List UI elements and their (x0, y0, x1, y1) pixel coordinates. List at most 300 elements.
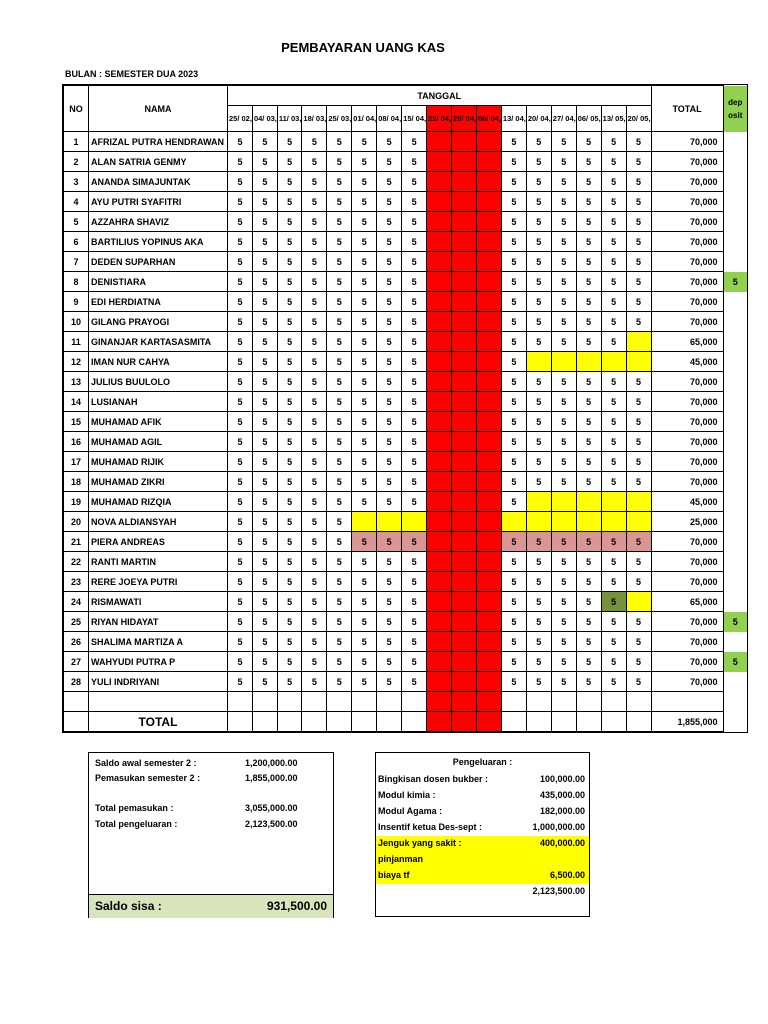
payment-cell: 5 (551, 372, 576, 392)
payment-cell: 5 (277, 352, 302, 372)
payment-cell: 5 (551, 232, 576, 252)
deposit-cell (723, 232, 747, 252)
payment-cell: 5 (551, 152, 576, 172)
payment-cell: 5 (501, 132, 526, 152)
payment-cell: 5 (551, 472, 576, 492)
payment-cell: 5 (252, 152, 277, 172)
payment-cell: 5 (551, 612, 576, 632)
payment-cell: 5 (501, 472, 526, 492)
payment-cell: 5 (327, 392, 352, 412)
row-number: 14 (64, 392, 89, 412)
table-row (64, 492, 748, 512)
payment-cell: 5 (327, 612, 352, 632)
expense-value: 100,000.00 (539, 774, 585, 784)
payment-cell: 5 (252, 172, 277, 192)
payment-cell: 5 (277, 132, 302, 152)
payment-cell: 5 (402, 332, 427, 352)
payment-cell: 5 (601, 472, 626, 492)
pemasukan-label: Pemasukan semester 2 : (95, 773, 201, 783)
student-name: AZZAHRA SHAVIZ (89, 212, 228, 232)
payment-cell: 5 (228, 312, 253, 332)
payment-cell (476, 292, 501, 312)
table-row (64, 252, 748, 272)
payment-cell: 5 (252, 212, 277, 232)
date-header: 18/ 03, (302, 106, 327, 132)
date-header: 13/ 04, (501, 106, 526, 132)
expense-line (376, 820, 589, 836)
payment-cell: 5 (402, 372, 427, 392)
empty-cell (651, 692, 723, 712)
payment-cell: 5 (302, 612, 327, 632)
empty-cell (601, 712, 626, 732)
payment-cell (452, 132, 477, 152)
payment-cell: 5 (228, 412, 253, 432)
payment-cell: 5 (327, 172, 352, 192)
payment-cell: 5 (302, 432, 327, 452)
payment-cell: 5 (377, 172, 402, 192)
payment-cell: 5 (352, 332, 377, 352)
payment-cell: 5 (576, 592, 601, 612)
deposit-cell (723, 312, 747, 332)
empty-cell (327, 692, 352, 712)
payment-cell: 5 (551, 672, 576, 692)
payment-cell (452, 312, 477, 332)
payment-cell (452, 552, 477, 572)
empty-cell (427, 692, 452, 712)
empty-cell (252, 692, 277, 712)
payment-cell (601, 512, 626, 532)
payment-cell: 5 (252, 492, 277, 512)
payment-cell: 5 (377, 292, 402, 312)
payment-cell: 5 (228, 292, 253, 312)
row-total: 65,000 (651, 332, 723, 352)
payment-cell: 5 (626, 212, 651, 232)
empty-cell (723, 712, 747, 732)
payment-cell: 5 (352, 592, 377, 612)
payment-cell: 5 (302, 352, 327, 372)
payment-cell: 5 (501, 212, 526, 232)
payment-cell: 5 (228, 132, 253, 152)
payment-cell: 5 (551, 132, 576, 152)
payment-cell: 5 (352, 652, 377, 672)
table-row (64, 652, 748, 672)
empty-cell (402, 692, 427, 712)
expense-line (376, 804, 589, 820)
payment-cell: 5 (252, 552, 277, 572)
deposit-cell (723, 392, 747, 412)
pengeluaran-title: Pengeluaran : (452, 757, 513, 767)
payment-cell: 5 (252, 612, 277, 632)
row-total: 45,000 (651, 352, 723, 372)
date-header: 27/ 04, (551, 106, 576, 132)
payment-cell: 5 (551, 452, 576, 472)
payment-cell (476, 312, 501, 332)
empty-cell (252, 712, 277, 732)
payment-cell: 5 (252, 232, 277, 252)
payment-cell (452, 612, 477, 632)
row-number: 6 (64, 232, 89, 252)
payment-cell: 5 (352, 492, 377, 512)
payment-cell (427, 552, 452, 572)
payment-cell: 5 (576, 452, 601, 472)
payment-cell: 5 (277, 432, 302, 452)
payment-cell (452, 352, 477, 372)
payment-cell: 5 (601, 612, 626, 632)
payment-cell (427, 612, 452, 632)
payment-cell: 5 (228, 192, 253, 212)
payment-cell: 5 (402, 532, 427, 552)
date-header: 04/ 03, (252, 106, 277, 132)
deposit-cell (723, 672, 747, 692)
payment-cell: 5 (377, 592, 402, 612)
payment-cell: 5 (302, 492, 327, 512)
row-number: 23 (64, 572, 89, 592)
payment-cell: 5 (228, 592, 253, 612)
payment-cell: 5 (352, 392, 377, 412)
expense-label: Bingkisan dosen bukber : (378, 774, 489, 784)
student-name: JULIUS BUULOLO (89, 372, 228, 392)
payment-cell: 5 (352, 572, 377, 592)
payment-cell (476, 152, 501, 172)
student-name: RIYAN HIDAYAT (89, 612, 228, 632)
payment-cell: 5 (228, 632, 253, 652)
payment-cell: 5 (501, 172, 526, 192)
empty-cell (576, 692, 601, 712)
payment-cell: 5 (228, 392, 253, 412)
total-pengeluaran-value: 2,123,500.00 (245, 819, 298, 829)
payment-cell: 5 (252, 432, 277, 452)
payment-cell (452, 452, 477, 472)
date-header: 06/ 04, (476, 106, 501, 132)
payment-cell: 5 (352, 552, 377, 572)
payment-cell: 5 (377, 332, 402, 352)
payment-cell: 5 (576, 372, 601, 392)
table-row (64, 372, 748, 392)
payment-cell: 5 (252, 412, 277, 432)
payment-cell (427, 292, 452, 312)
payment-cell: 5 (277, 272, 302, 292)
payment-cell: 5 (327, 372, 352, 392)
payment-cell: 5 (402, 552, 427, 572)
payment-cell: 5 (551, 412, 576, 432)
payment-cell: 5 (352, 672, 377, 692)
payment-cell: 5 (327, 292, 352, 312)
payment-cell: 5 (626, 612, 651, 632)
expense-line (376, 884, 589, 900)
payment-cell: 5 (377, 192, 402, 212)
deposit-cell (723, 632, 747, 652)
payment-cell: 5 (352, 352, 377, 372)
payment-cell (452, 512, 477, 532)
payment-cell: 5 (551, 592, 576, 612)
payment-cell (452, 672, 477, 692)
payment-cell (476, 632, 501, 652)
payment-cell: 5 (377, 352, 402, 372)
row-number: 18 (64, 472, 89, 492)
payment-cell: 5 (576, 652, 601, 672)
payment-cell (427, 252, 452, 272)
deposit-cell (723, 552, 747, 572)
deposit-cell (723, 412, 747, 432)
deposit-cell (723, 512, 747, 532)
deposit-cell (723, 292, 747, 312)
payment-cell: 5 (302, 172, 327, 192)
row-number: 15 (64, 412, 89, 432)
row-total: 70,000 (651, 192, 723, 212)
payment-cell: 5 (551, 552, 576, 572)
payment-cell (476, 132, 501, 152)
payment-cell (476, 392, 501, 412)
payment-cell: 5 (551, 172, 576, 192)
payment-cell: 5 (501, 492, 526, 512)
payment-cell: 5 (228, 612, 253, 632)
payment-cell: 5 (526, 152, 551, 172)
row-total: 70,000 (651, 152, 723, 172)
payment-cell (476, 552, 501, 572)
deposit-cell (723, 152, 747, 172)
payment-cell: 5 (352, 292, 377, 312)
expense-line (376, 772, 589, 788)
payment-cell: 5 (252, 592, 277, 612)
table-row (64, 352, 748, 372)
row-number: 7 (64, 252, 89, 272)
payment-cell: 5 (526, 612, 551, 632)
payment-cell: 5 (228, 552, 253, 572)
row-number: 2 (64, 152, 89, 172)
payment-cell: 5 (402, 492, 427, 512)
empty-cell (476, 712, 501, 732)
payment-cell: 5 (551, 572, 576, 592)
payment-cell: 5 (601, 332, 626, 352)
payment-cell: 5 (601, 172, 626, 192)
payment-cell: 5 (601, 652, 626, 672)
payment-cell: 5 (551, 432, 576, 452)
payment-cell: 5 (601, 572, 626, 592)
payment-cell: 5 (377, 232, 402, 252)
table-row (64, 292, 748, 312)
payment-cell: 5 (377, 212, 402, 232)
payment-cell: 5 (526, 172, 551, 192)
payment-cell (476, 452, 501, 472)
payment-cell: 5 (402, 272, 427, 292)
table-row (64, 592, 748, 612)
payment-cell: 5 (252, 192, 277, 212)
date-header: 13/ 05, (601, 106, 626, 132)
payment-cell: 5 (501, 272, 526, 292)
payment-cell (452, 152, 477, 172)
payment-cell (427, 392, 452, 412)
expense-line (376, 836, 589, 852)
payment-cell: 5 (501, 532, 526, 552)
payment-cell (452, 252, 477, 272)
empty-cell (626, 692, 651, 712)
page-title: PEMBAYARAN UANG KAS (281, 40, 445, 55)
payment-cell: 5 (501, 352, 526, 372)
payment-cell: 5 (601, 292, 626, 312)
row-total: 70,000 (651, 552, 723, 572)
empty-cell (551, 712, 576, 732)
row-number: 4 (64, 192, 89, 212)
empty-cell (501, 692, 526, 712)
row-total: 70,000 (651, 572, 723, 592)
payment-cell (452, 652, 477, 672)
payment-cell: 5 (327, 552, 352, 572)
payment-cell (476, 572, 501, 592)
row-number: 26 (64, 632, 89, 652)
payment-cell: 5 (302, 552, 327, 572)
row-total: 70,000 (651, 392, 723, 412)
payment-cell: 5 (302, 412, 327, 432)
payment-cell: 5 (576, 552, 601, 572)
payment-cell: 5 (551, 532, 576, 552)
payment-cell: 5 (402, 352, 427, 372)
table-row (64, 572, 748, 592)
payment-cell: 5 (576, 272, 601, 292)
payment-cell: 5 (377, 472, 402, 492)
payment-cell (402, 512, 427, 532)
deposit-cell (723, 592, 747, 612)
saldo-sisa-bar (89, 894, 333, 918)
payment-cell: 5 (327, 532, 352, 552)
empty-cell (352, 692, 377, 712)
payment-cell (427, 572, 452, 592)
date-header: 25/ 02, (228, 106, 253, 132)
payment-cell: 5 (302, 252, 327, 272)
payment-cell: 5 (501, 632, 526, 652)
payment-cell: 5 (626, 192, 651, 212)
payment-cell: 5 (377, 372, 402, 392)
payment-cell: 5 (601, 412, 626, 432)
student-name: LUSIANAH (89, 392, 228, 412)
payment-cell: 5 (228, 232, 253, 252)
payment-cell: 5 (551, 652, 576, 672)
student-name: RERE JOEYA PUTRI (89, 572, 228, 592)
payment-cell: 5 (377, 672, 402, 692)
deposit-cell (723, 192, 747, 212)
row-number: 12 (64, 352, 89, 372)
payment-cell (427, 312, 452, 332)
payment-cell: 5 (327, 232, 352, 252)
expense-value: 400,000.00 (539, 838, 585, 848)
payment-cell: 5 (252, 652, 277, 672)
saldo-awal-value: 1,200,000.00 (245, 758, 298, 768)
payment-cell: 5 (277, 672, 302, 692)
payment-cell: 5 (626, 292, 651, 312)
payment-cell: 5 (302, 372, 327, 392)
payment-cell: 5 (277, 552, 302, 572)
expense-line (376, 868, 589, 884)
table-row (64, 392, 748, 412)
pengeluaran-box (375, 752, 590, 917)
payment-cell: 5 (277, 252, 302, 272)
table-row (64, 472, 748, 492)
empty-cell (526, 712, 551, 732)
payment-cell: 5 (402, 612, 427, 632)
empty-cell (402, 712, 427, 732)
payment-cell (452, 212, 477, 232)
payment-cell (452, 332, 477, 352)
payment-cell: 5 (576, 392, 601, 412)
student-name: RANTI MARTIN (89, 552, 228, 572)
payment-cell: 5 (551, 292, 576, 312)
payment-cell: 5 (501, 592, 526, 612)
row-total: 70,000 (651, 632, 723, 652)
payment-cell: 5 (601, 132, 626, 152)
payment-cell (427, 232, 452, 252)
payment-cell: 5 (252, 132, 277, 152)
payment-cell (576, 512, 601, 532)
deposit-cell (723, 572, 747, 592)
payment-cell: 5 (327, 512, 352, 532)
payment-cell: 5 (551, 252, 576, 272)
payment-cell: 5 (626, 312, 651, 332)
payment-cell: 5 (277, 232, 302, 252)
payment-cell: 5 (576, 212, 601, 232)
student-name: NOVA ALDIANSYAH (89, 512, 228, 532)
expense-value: 2,123,500.00 (532, 886, 585, 896)
payment-cell: 5 (277, 452, 302, 472)
total-pemasukan-value: 3,055,000.00 (245, 803, 298, 813)
student-name: MUHAMAD RIJIK (89, 452, 228, 472)
empty-cell (327, 712, 352, 732)
payment-cell: 5 (526, 472, 551, 492)
expense-label: biaya tf (378, 870, 410, 880)
table-row (64, 632, 748, 652)
payment-cell: 5 (277, 532, 302, 552)
payment-cell: 5 (402, 572, 427, 592)
payment-cell (427, 272, 452, 292)
empty-cell (302, 712, 327, 732)
payment-cell: 5 (402, 172, 427, 192)
empty-cell (277, 692, 302, 712)
period-label: BULAN : SEMESTER DUA 2023 (65, 69, 199, 79)
payment-cell: 5 (352, 252, 377, 272)
deposit-cell (723, 432, 747, 452)
expense-line (376, 852, 589, 868)
payment-cell: 5 (228, 512, 253, 532)
payment-cell: 5 (402, 472, 427, 492)
row-number: 5 (64, 212, 89, 232)
payment-cell: 5 (501, 232, 526, 252)
payment-cell: 5 (626, 252, 651, 272)
payment-cell: 5 (277, 212, 302, 232)
payment-cell: 5 (601, 552, 626, 572)
row-number: 28 (64, 672, 89, 692)
payment-cell: 5 (601, 432, 626, 452)
payment-cell: 5 (302, 512, 327, 532)
payment-cell: 5 (501, 652, 526, 672)
payment-cell: 5 (576, 472, 601, 492)
row-number: 19 (64, 492, 89, 512)
payment-cell: 5 (327, 432, 352, 452)
empty-cell (576, 712, 601, 732)
payment-cell: 5 (302, 472, 327, 492)
table-row (64, 672, 748, 692)
payment-cell: 5 (252, 672, 277, 692)
payment-cell: 5 (551, 272, 576, 292)
payment-cell: 5 (526, 292, 551, 312)
payment-cell (626, 592, 651, 612)
payment-cell (476, 212, 501, 232)
payment-cell: 5 (526, 232, 551, 252)
payment-cell (452, 572, 477, 592)
table-row (64, 432, 748, 452)
payment-cell: 5 (302, 192, 327, 212)
table-row (64, 452, 748, 472)
expense-value: 435,000.00 (539, 790, 585, 800)
payment-cell: 5 (601, 452, 626, 472)
payment-cell: 5 (302, 672, 327, 692)
